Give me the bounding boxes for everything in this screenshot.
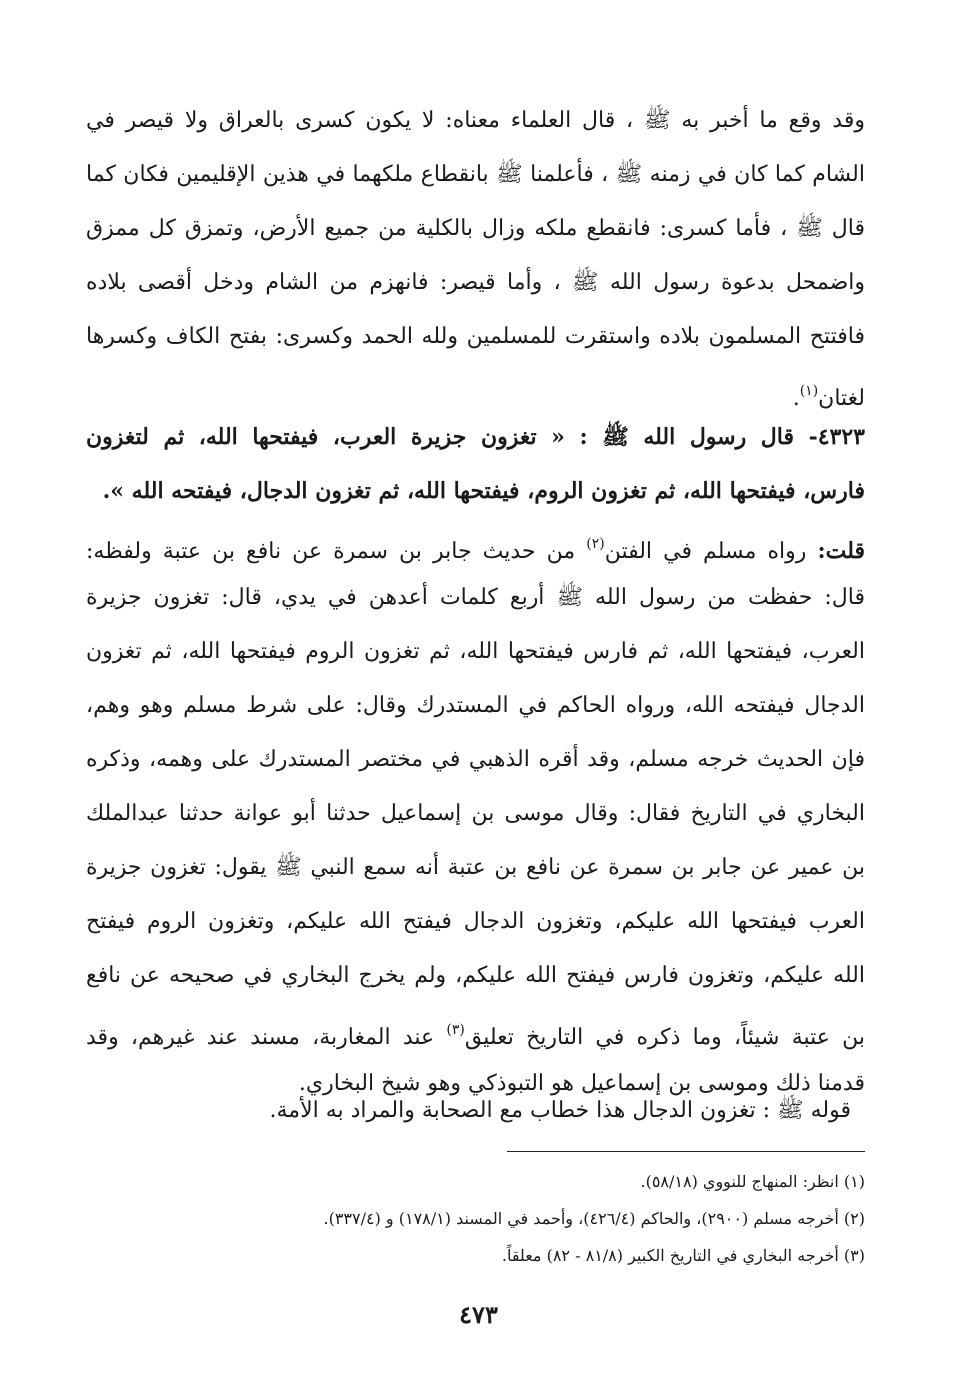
hadith-line: ٤٣٢٣- قال رسول الله ﷺ : « تغزون جزيرة العرب، فيفتحها الله، ثم لتغزون (86, 424, 865, 450)
footnote: (١) انظر: المنهاج للنووي (٥٨/١٨). (640, 1172, 865, 1191)
footnote-ref: (٢) (586, 536, 605, 552)
text-fragment: بن عتبة شيئاً، وما ذكره في التاريخ تعليق (464, 1025, 865, 1050)
text-line: الشام كما كان في زمنه ﷺ ، فأعلمنا ﷺ بانقطاع ملكهما في هذين الإقليمين فكان كما (86, 162, 865, 187)
text-line: قوله ﷺ : تغزون الدجال هذا خطاب مع الصحابة والمراد به الأمة. (269, 1098, 851, 1123)
footnote: (٣) أخرجه البخاري في التاريخ الكبير (٨١/٨ - ٨٢) معلقاً. (501, 1246, 865, 1265)
qawluhu-paragraph (86, 1084, 865, 1138)
text-line: العرب فيفتحها الله عليكم، وتغزون الدجال فيفتح الله عليكم، وتغزون الروم فيفتح (86, 909, 865, 934)
text-line: فإن الحديث خرجه مسلم، وقد أقره الذهبي في مختصر المستدرك على وهمه، وذكره (86, 747, 865, 772)
text-line: الله عليكم، وتغزون فارس فيفتح الله عليكم، ولم يخرج البخاري في صحيحه عن نافع (86, 963, 865, 988)
text-line: واضمحل بدعوة رسول الله ﷺ ، وأما قيصر: فانهزم من الشام ودخل أقصى بلاده (86, 270, 865, 295)
text-fragment: عند المغاربة، مسند عند غيرهم، وقد (86, 1025, 435, 1050)
hadith-text (86, 410, 865, 518)
hadith-line: فارس، فيفتحها الله، ثم تغزون الروم، فيفتحها الله، ثم تغزون الدجال، فيفتحه الله ». (102, 478, 865, 504)
text-fragment: رواه مسلم في الفتن (604, 539, 807, 564)
text-line: فافتتح المسلمون بلاده واستقرت للمسلمين ولله الحمد وكسرى: بفتح الكاف وكسرها (86, 324, 865, 349)
text-line (86, 1003, 865, 1057)
text-fragment: من حديث جابر بن سمرة عن نافع بن عتبة ولفظه: (86, 539, 576, 564)
text-line: قال: حفظت من رسول الله ﷺ أربع كلمات أعدهن في يدي، قال: تغزون جزيرة (86, 585, 865, 610)
text-line: العرب، فيفتحها الله، ثم فارس فيفتحها الله، ثم تغزون الروم فيفتحها الله، ثم تغزون (86, 639, 865, 664)
intro-paragraph (86, 94, 865, 418)
text-line: البخاري في التاريخ فقال: وقال موسى بن إسماعيل حدثنا أبو عوانة حدثنا عبدالملك (86, 801, 865, 826)
footnote-ref: (٣) (446, 1022, 465, 1038)
commentary-paragraph (86, 517, 865, 1111)
footnote: (٢) أخرجه مسلم (٢٩٠٠)، والحاكم (٤٢٦/٤)، وأحمد في المسند (١٧٨/١) و (٣٣٧/٤). (323, 1209, 865, 1228)
footnotes (86, 1163, 865, 1274)
page-number: ٤٧٣ (459, 1300, 498, 1329)
text-line: وقد وقع ما أخبر به ﷺ ، قال العلماء معناه: لا يكون كسرى بالعراق ولا قيصر في (86, 108, 865, 133)
text-line: قدمنا ذلك وموسى بن إسماعيل هو التبوذكي وهو شيخ البخاري. (298, 1071, 865, 1096)
text-line: قال ﷺ ، فأما كسرى: فانقطع ملكه وزال بالكلية من جميع الأرض، وتمزق كل ممزق (86, 216, 865, 241)
text-line (86, 517, 865, 571)
text-line: بن عمير عن جابر بن سمرة عن نافع بن عتبة أنه سمع النبي ﷺ يقول: تغزون جزيرة (86, 855, 865, 880)
text-line: الدجال فيفتحه الله، ورواه الحاكم في المستدرك وقال: على شرط مسلم وهو وهم، (86, 693, 865, 718)
text-fragment: . (792, 386, 800, 411)
qultu-label: قلت: (817, 538, 865, 564)
text-fragment: لغتان (818, 386, 865, 411)
footnote-divider (507, 1151, 865, 1152)
footnote-ref: (١) (799, 383, 819, 399)
